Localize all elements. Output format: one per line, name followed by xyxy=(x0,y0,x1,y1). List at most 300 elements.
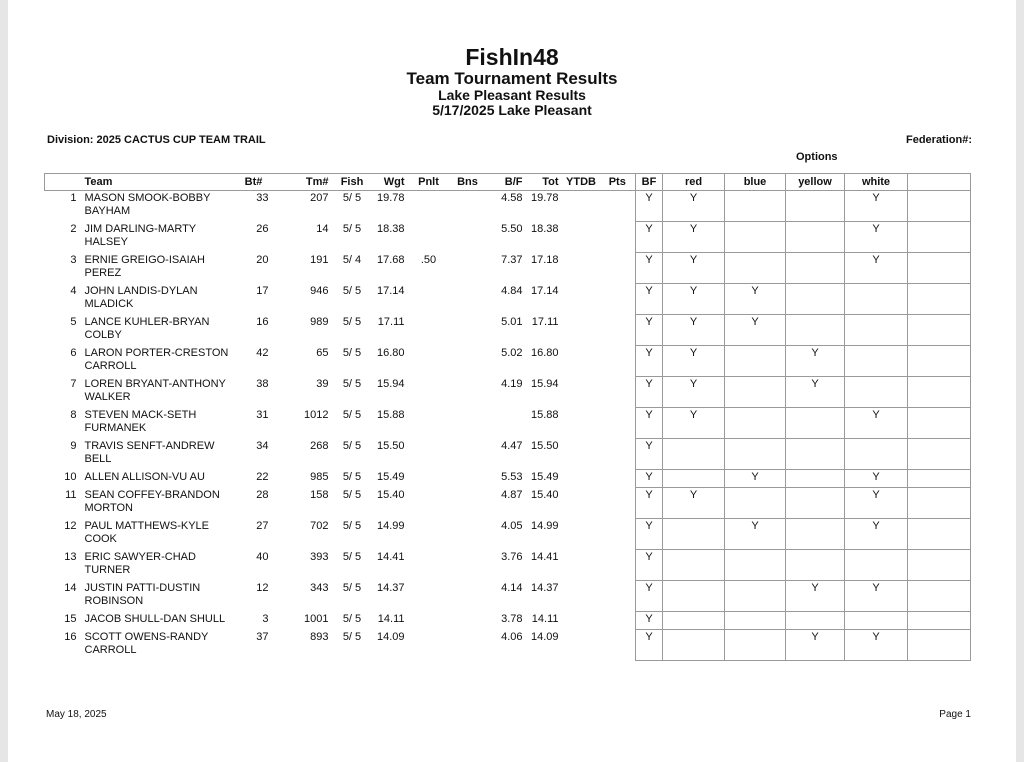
team-name-line1: LOREN BRYANT-ANTHONY xyxy=(84,377,226,390)
bns-cell xyxy=(449,488,487,519)
tm-cell: 39 xyxy=(316,377,329,390)
team-name-cell xyxy=(81,519,235,550)
blank-cell xyxy=(908,284,971,315)
ytdb-cell xyxy=(563,346,600,377)
bns-cell xyxy=(449,612,487,630)
pts-cell xyxy=(600,284,636,315)
ytdb-cell xyxy=(563,253,600,284)
bns-cell xyxy=(449,222,487,253)
rank-cell: 2 xyxy=(70,222,77,235)
bns-cell xyxy=(449,191,487,222)
team-name-line2: TURNER xyxy=(84,563,131,576)
team-name-line2: MORTON xyxy=(84,501,133,514)
blank-cell xyxy=(908,488,971,519)
wgt-cell: 15.50 xyxy=(376,439,405,452)
bf-cell: 4.84 xyxy=(501,284,523,297)
yellow-cell xyxy=(786,612,845,630)
pnlt-cell xyxy=(409,222,449,253)
bf-cell: 5.50 xyxy=(501,222,523,235)
red-cell: Y xyxy=(663,346,725,377)
yellow-cell xyxy=(786,519,845,550)
fish-cell: 5/ 5 xyxy=(342,284,362,297)
blank-cell xyxy=(908,315,971,346)
blue-cell: Y xyxy=(725,470,786,488)
ytdb-cell xyxy=(563,470,600,488)
bf-opt-cell: Y xyxy=(636,439,663,470)
rank-cell: 1 xyxy=(70,192,77,204)
white-cell: Y xyxy=(845,519,908,550)
bt-cell: 31 xyxy=(256,408,269,421)
ytdb-cell xyxy=(563,488,600,519)
table-row xyxy=(45,222,971,253)
red-cell xyxy=(663,470,725,488)
bt-cell: 42 xyxy=(256,346,269,359)
pts-cell xyxy=(600,253,636,284)
fish-cell: 5/ 4 xyxy=(342,253,362,266)
team-name-line1: ERNIE GREIGO-ISAIAH xyxy=(84,253,205,266)
bf-cell: 5.02 xyxy=(501,346,523,359)
pts-cell xyxy=(600,377,636,408)
bt-cell: 17 xyxy=(256,284,269,297)
blue-cell xyxy=(725,439,786,470)
red-cell: Y xyxy=(663,315,725,346)
tm-cell: 1012 xyxy=(304,408,329,421)
col-yellow: yellow xyxy=(786,174,845,191)
wgt-cell: 14.99 xyxy=(376,519,405,532)
ytdb-cell xyxy=(563,377,600,408)
bf-opt-cell: Y xyxy=(636,519,663,550)
blank-cell xyxy=(908,408,971,439)
bns-cell xyxy=(449,439,487,470)
pts-cell xyxy=(600,346,636,377)
red-cell: Y xyxy=(663,377,725,408)
division-label: Division: 2025 CACTUS CUP TEAM TRAIL xyxy=(47,134,266,146)
yellow-cell xyxy=(786,408,845,439)
bf-opt-cell: Y xyxy=(636,253,663,284)
title-block xyxy=(8,44,1016,118)
wgt-cell: 17.68 xyxy=(376,253,405,266)
team-name-line2: ROBINSON xyxy=(84,594,144,607)
wgt-cell: 17.11 xyxy=(377,315,405,328)
yellow-cell: Y xyxy=(786,581,845,612)
results-body xyxy=(45,191,971,661)
bt-cell: 12 xyxy=(256,581,269,594)
team-name-line1: PAUL MATTHEWS-KYLE xyxy=(84,519,209,532)
bt-cell: 3 xyxy=(262,612,269,625)
white-cell: Y xyxy=(845,253,908,284)
bf-opt-cell: Y xyxy=(636,488,663,519)
tot-cell: 14.99 xyxy=(530,519,559,532)
tm-cell: 268 xyxy=(310,439,329,452)
bt-cell: 22 xyxy=(256,470,269,483)
pnlt-cell xyxy=(409,612,449,630)
red-cell xyxy=(663,612,725,630)
col-tot: Tot xyxy=(527,174,563,191)
tot-cell: 15.94 xyxy=(530,377,559,390)
table-row xyxy=(45,581,971,612)
bf-opt-cell: Y xyxy=(636,408,663,439)
blank-cell xyxy=(908,377,971,408)
team-name-line2: WALKER xyxy=(84,390,131,403)
tm-cell: 989 xyxy=(310,315,329,328)
team-name-line1: MASON SMOOK-BOBBY xyxy=(84,192,211,204)
bf-cell: 3.78 xyxy=(501,612,523,625)
fish-cell: 5/ 5 xyxy=(342,439,362,452)
white-cell xyxy=(845,346,908,377)
yellow-cell xyxy=(786,488,845,519)
pnlt-cell xyxy=(409,581,449,612)
blue-cell xyxy=(725,630,786,661)
bf-cell: 5.01 xyxy=(501,315,523,328)
blue-cell xyxy=(725,191,786,222)
team-name-line1: JUSTIN PATTI-DUSTIN xyxy=(84,581,201,594)
col-pnlt: Pnlt xyxy=(409,174,449,191)
pnlt-cell xyxy=(409,630,449,661)
red-cell xyxy=(663,439,725,470)
wgt-cell: 15.94 xyxy=(376,377,405,390)
col-blank xyxy=(908,174,971,191)
fish-cell: 5/ 5 xyxy=(342,315,362,328)
bt-cell: 28 xyxy=(256,488,269,501)
blank-cell xyxy=(908,439,971,470)
fish-cell: 5/ 5 xyxy=(342,550,362,563)
rank-cell: 16 xyxy=(64,630,77,643)
table-row xyxy=(45,346,971,377)
col-fish: Fish xyxy=(333,174,372,191)
tm-cell: 1001 xyxy=(304,612,329,625)
blue-cell xyxy=(725,253,786,284)
team-name-line1: LARON PORTER-CRESTON xyxy=(84,346,229,359)
blue-cell xyxy=(725,581,786,612)
tm-cell: 191 xyxy=(310,253,329,266)
red-cell: Y xyxy=(663,408,725,439)
table-row xyxy=(45,612,971,630)
wgt-cell: 16.80 xyxy=(376,346,405,359)
rank-cell: 12 xyxy=(64,519,77,532)
yellow-cell xyxy=(786,315,845,346)
bt-cell: 34 xyxy=(256,439,269,452)
ytdb-cell xyxy=(563,630,600,661)
col-wgt: Wgt xyxy=(372,174,409,191)
team-name-cell xyxy=(81,612,235,630)
pts-cell xyxy=(600,470,636,488)
team-name-cell xyxy=(81,630,235,661)
blue-cell: Y xyxy=(725,315,786,346)
blank-cell xyxy=(908,612,971,630)
table-row xyxy=(45,550,971,581)
white-cell xyxy=(845,315,908,346)
blue-cell xyxy=(725,550,786,581)
pts-cell xyxy=(600,550,636,581)
bf-cell: 7.37 xyxy=(501,253,523,266)
yellow-cell xyxy=(786,191,845,222)
tot-cell: 19.78 xyxy=(530,192,559,204)
team-name-line1: STEVEN MACK-SETH xyxy=(84,408,197,421)
bf-opt-cell: Y xyxy=(636,550,663,581)
pts-cell xyxy=(600,408,636,439)
wgt-cell: 15.88 xyxy=(376,408,405,421)
col-bf: B/F xyxy=(487,174,527,191)
rank-cell: 5 xyxy=(70,315,77,328)
ytdb-cell xyxy=(563,408,600,439)
blue-cell: Y xyxy=(725,519,786,550)
bf-opt-cell: Y xyxy=(636,581,663,612)
fish-cell: 5/ 5 xyxy=(342,192,362,204)
tm-cell: 65 xyxy=(316,346,329,359)
tm-cell: 893 xyxy=(310,630,329,643)
bf-cell: 4.19 xyxy=(501,377,523,390)
team-name-line1: SEAN COFFEY-BRANDON xyxy=(84,488,220,501)
wgt-cell: 18.38 xyxy=(376,222,405,235)
yellow-cell xyxy=(786,470,845,488)
pts-cell xyxy=(600,630,636,661)
tournament-date-heading: 5/17/2025 Lake Pleasant xyxy=(432,102,592,118)
bf-cell: 4.47 xyxy=(501,439,523,452)
team-name-cell xyxy=(81,581,235,612)
pts-cell xyxy=(600,222,636,253)
tot-cell: 17.18 xyxy=(530,253,559,266)
bf-opt-cell: Y xyxy=(636,377,663,408)
blue-cell xyxy=(725,408,786,439)
team-name-cell xyxy=(81,550,235,581)
white-cell: Y xyxy=(845,470,908,488)
blank-cell xyxy=(908,519,971,550)
lake-results-heading: Lake Pleasant Results xyxy=(438,87,586,103)
pnlt-cell xyxy=(409,284,449,315)
blue-cell xyxy=(725,377,786,408)
yellow-cell xyxy=(786,550,845,581)
tm-cell: 702 xyxy=(310,519,329,532)
pnlt-cell xyxy=(409,315,449,346)
team-name-line1: JACOB SHULL-DAN SHULL xyxy=(84,612,226,625)
wgt-cell: 14.37 xyxy=(376,581,405,594)
red-cell xyxy=(663,630,725,661)
bf-opt-cell: Y xyxy=(636,612,663,630)
bt-cell: 33 xyxy=(256,192,269,204)
table-row xyxy=(45,253,971,284)
tot-cell: 15.40 xyxy=(530,488,559,501)
bt-cell: 37 xyxy=(256,630,269,643)
ytdb-cell xyxy=(563,191,600,222)
white-cell: Y xyxy=(845,408,908,439)
fish-cell: 5/ 5 xyxy=(342,488,362,501)
bt-cell: 26 xyxy=(256,222,269,235)
rank-cell: 9 xyxy=(70,439,77,452)
footer-date: May 18, 2025 xyxy=(46,709,107,720)
yellow-cell xyxy=(786,284,845,315)
team-name-line1: LANCE KUHLER-BRYAN xyxy=(84,315,210,328)
team-name-cell xyxy=(81,346,235,377)
col-pts: Pts xyxy=(600,174,636,191)
wgt-cell: 19.78 xyxy=(376,192,405,204)
pnlt-cell xyxy=(409,377,449,408)
header-row xyxy=(45,174,971,191)
bns-cell xyxy=(449,408,487,439)
col-red: red xyxy=(663,174,725,191)
ytdb-cell xyxy=(563,519,600,550)
team-name-line2: PEREZ xyxy=(84,266,122,279)
tm-cell: 343 xyxy=(310,581,329,594)
tot-cell: 14.41 xyxy=(530,550,559,563)
team-name-line2: MLADICK xyxy=(84,297,134,310)
pts-cell xyxy=(600,488,636,519)
blank-cell xyxy=(908,581,971,612)
team-name-line2: HALSEY xyxy=(84,235,128,248)
bt-cell: 16 xyxy=(256,315,269,328)
col-ytdb: YTDB xyxy=(563,174,600,191)
bf-opt-cell: Y xyxy=(636,284,663,315)
yellow-cell xyxy=(786,222,845,253)
yellow-cell: Y xyxy=(786,630,845,661)
bns-cell xyxy=(449,253,487,284)
team-name-cell xyxy=(81,408,235,439)
blank-cell xyxy=(908,222,971,253)
pnlt-cell xyxy=(409,191,449,222)
white-cell xyxy=(845,439,908,470)
wgt-cell: 14.11 xyxy=(377,612,405,625)
fish-cell: 5/ 5 xyxy=(342,519,362,532)
pnlt-cell: .50 xyxy=(420,253,437,266)
bf-opt-cell: Y xyxy=(636,630,663,661)
bf-cell: 4.05 xyxy=(501,519,523,532)
table-row xyxy=(45,488,971,519)
team-name-cell xyxy=(81,284,235,315)
team-name-line2: CARROLL xyxy=(84,359,137,372)
rank-cell: 6 xyxy=(70,346,77,359)
red-cell xyxy=(663,581,725,612)
blank-cell xyxy=(908,346,971,377)
blue-cell xyxy=(725,222,786,253)
results-page xyxy=(8,0,1016,762)
ytdb-cell xyxy=(563,315,600,346)
bf-cell: 5.53 xyxy=(501,470,523,483)
bf-cell: 4.06 xyxy=(501,630,523,643)
red-cell: Y xyxy=(663,222,725,253)
tm-cell: 14 xyxy=(316,222,329,235)
ytdb-cell xyxy=(563,581,600,612)
red-cell: Y xyxy=(663,253,725,284)
report-subtitle: Team Tournament Results xyxy=(406,69,618,88)
team-name-cell xyxy=(81,191,235,222)
white-cell: Y xyxy=(845,581,908,612)
bt-cell: 40 xyxy=(256,550,269,563)
blue-cell xyxy=(725,612,786,630)
bns-cell xyxy=(449,315,487,346)
blank-cell xyxy=(908,630,971,661)
red-cell xyxy=(663,519,725,550)
tm-cell: 946 xyxy=(310,284,329,297)
bf-opt-cell: Y xyxy=(636,191,663,222)
team-name-line1: SCOTT OWENS-RANDY xyxy=(84,630,209,643)
bf-cell: 3.76 xyxy=(501,550,523,563)
table-row xyxy=(45,315,971,346)
white-cell xyxy=(845,284,908,315)
team-name-line1: ALLEN ALLISON-VU AU xyxy=(84,470,205,483)
report-title: FishIn48 xyxy=(465,44,559,70)
wgt-cell: 15.49 xyxy=(376,470,405,483)
team-name-line1: ERIC SAWYER-CHAD xyxy=(84,550,196,563)
bf-opt-cell: Y xyxy=(636,346,663,377)
tm-cell: 393 xyxy=(310,550,329,563)
pnlt-cell xyxy=(409,346,449,377)
pnlt-cell xyxy=(409,439,449,470)
pts-cell xyxy=(600,519,636,550)
white-cell: Y xyxy=(845,488,908,519)
bns-cell xyxy=(449,519,487,550)
footer-page-number: Page 1 xyxy=(939,709,971,720)
table-row xyxy=(45,284,971,315)
ytdb-cell xyxy=(563,550,600,581)
red-cell: Y xyxy=(663,488,725,519)
team-name-line1: JOHN LANDIS-DYLAN xyxy=(84,284,198,297)
ytdb-cell xyxy=(563,439,600,470)
blue-cell xyxy=(725,488,786,519)
bf-cell: 4.58 xyxy=(501,192,523,204)
rank-cell: 4 xyxy=(70,284,77,297)
bt-cell: 27 xyxy=(256,519,269,532)
pnlt-cell xyxy=(409,470,449,488)
table-row xyxy=(45,408,971,439)
bns-cell xyxy=(449,550,487,581)
tot-cell: 15.88 xyxy=(530,408,559,421)
rank-cell: 10 xyxy=(64,470,77,483)
bf-cell: 4.87 xyxy=(501,488,523,501)
tot-cell: 14.11 xyxy=(531,612,559,625)
team-name-line2: BELL xyxy=(84,452,112,465)
rank-cell: 8 xyxy=(70,408,77,421)
col-bt: Bt# xyxy=(235,174,273,191)
pnlt-cell xyxy=(409,408,449,439)
tot-cell: 17.11 xyxy=(531,315,559,328)
tot-cell: 17.14 xyxy=(530,284,559,297)
bf-cell xyxy=(487,408,527,439)
fish-cell: 5/ 5 xyxy=(342,470,362,483)
team-name-cell xyxy=(81,315,235,346)
fish-cell: 5/ 5 xyxy=(342,612,362,625)
options-label: Options xyxy=(796,151,838,163)
bt-cell: 20 xyxy=(256,253,269,266)
rank-cell: 7 xyxy=(70,377,77,390)
col-white: white xyxy=(845,174,908,191)
fish-cell: 5/ 5 xyxy=(342,377,362,390)
yellow-cell xyxy=(786,439,845,470)
blank-cell xyxy=(908,550,971,581)
team-name-line2: COLBY xyxy=(84,328,122,341)
fish-cell: 5/ 5 xyxy=(342,346,362,359)
rank-cell: 3 xyxy=(70,253,77,266)
wgt-cell: 15.40 xyxy=(376,488,405,501)
col-bf-option: BF xyxy=(636,174,663,191)
white-cell: Y xyxy=(845,630,908,661)
team-name-cell xyxy=(81,377,235,408)
bf-cell: 4.14 xyxy=(501,581,523,594)
white-cell: Y xyxy=(845,191,908,222)
bns-cell xyxy=(449,284,487,315)
table-row xyxy=(45,470,971,488)
tm-cell: 207 xyxy=(310,192,329,204)
tot-cell: 14.37 xyxy=(530,581,559,594)
bns-cell xyxy=(449,630,487,661)
bf-opt-cell: Y xyxy=(636,222,663,253)
team-name-line2: BAYHAM xyxy=(84,205,131,217)
team-name-cell xyxy=(81,222,235,253)
yellow-cell: Y xyxy=(786,377,845,408)
team-name-line2: CARROLL xyxy=(84,643,137,656)
white-cell: Y xyxy=(845,222,908,253)
col-bns: Bns xyxy=(449,174,487,191)
blank-cell xyxy=(908,191,971,222)
tot-cell: 15.50 xyxy=(530,439,559,452)
